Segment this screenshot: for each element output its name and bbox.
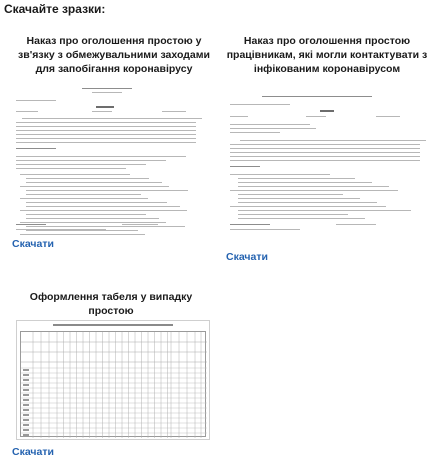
text-line bbox=[230, 229, 300, 230]
text-line bbox=[16, 122, 196, 123]
document-preview-image[interactable] bbox=[12, 84, 202, 236]
text-line bbox=[26, 194, 141, 195]
text-line bbox=[238, 182, 372, 183]
text-line bbox=[26, 214, 146, 215]
text-line bbox=[26, 178, 149, 179]
text-line bbox=[20, 198, 148, 199]
text-line bbox=[230, 152, 420, 153]
download-link[interactable]: Скачати bbox=[12, 446, 54, 458]
text-line bbox=[230, 148, 420, 149]
document-preview-image[interactable] bbox=[226, 92, 426, 242]
doc-title-mark bbox=[96, 106, 114, 108]
text-line bbox=[238, 186, 389, 187]
text-line bbox=[306, 116, 326, 117]
text-line bbox=[162, 111, 186, 112]
text-line bbox=[230, 206, 386, 207]
text-line bbox=[16, 126, 196, 127]
text-line bbox=[16, 148, 56, 149]
text-line bbox=[20, 234, 145, 235]
text-line bbox=[230, 144, 420, 145]
text-line bbox=[16, 130, 196, 131]
text-line bbox=[240, 140, 426, 141]
text-line bbox=[230, 116, 248, 117]
download-link[interactable]: Скачати bbox=[226, 251, 268, 263]
text-line bbox=[122, 224, 158, 225]
text-line bbox=[238, 210, 411, 211]
timesheet-grid-lines bbox=[21, 332, 207, 438]
text-line bbox=[230, 104, 290, 105]
text-line bbox=[238, 202, 377, 203]
timesheet-title-mark bbox=[53, 324, 173, 326]
text-line bbox=[336, 224, 376, 225]
card-title: Наказ про оголошення простою у зв'язку з обмежувальними заходами для запобігання коронавірусу bbox=[18, 35, 210, 75]
text-line bbox=[230, 156, 420, 157]
text-line bbox=[238, 218, 365, 219]
text-line bbox=[26, 230, 138, 231]
text-line bbox=[230, 166, 260, 167]
card-title: Наказ про оголошення простою працівникам, які могли контактувати з інфікованим коронавірусом bbox=[226, 35, 428, 75]
text-line bbox=[20, 222, 166, 223]
text-line bbox=[20, 210, 187, 211]
text-line bbox=[238, 194, 343, 195]
text-line bbox=[230, 174, 330, 175]
card-title: Оформлення табеля у випадку простою bbox=[29, 291, 193, 317]
text-line bbox=[26, 218, 159, 219]
text-line bbox=[230, 128, 316, 129]
text-line bbox=[92, 92, 122, 93]
text-line bbox=[16, 111, 38, 112]
text-line bbox=[26, 202, 167, 203]
text-line bbox=[26, 226, 185, 227]
text-line bbox=[16, 168, 126, 169]
text-line bbox=[16, 134, 196, 135]
text-line bbox=[16, 156, 186, 157]
text-line bbox=[20, 186, 169, 187]
timesheet-grid bbox=[20, 331, 206, 437]
text-line bbox=[26, 206, 180, 207]
text-line bbox=[230, 160, 420, 161]
timesheet-preview-image[interactable] bbox=[16, 320, 210, 440]
text-line bbox=[238, 178, 355, 179]
download-link[interactable]: Скачати bbox=[12, 238, 54, 250]
text-line bbox=[230, 124, 310, 125]
text-line bbox=[26, 190, 188, 191]
text-line bbox=[16, 100, 56, 101]
text-line bbox=[230, 224, 270, 225]
text-line bbox=[262, 96, 372, 97]
text-line bbox=[92, 111, 112, 112]
downloads-heading: Скачайте зразки: bbox=[4, 2, 106, 16]
text-line bbox=[16, 229, 106, 230]
text-line bbox=[16, 138, 196, 139]
text-line bbox=[20, 174, 130, 175]
text-line bbox=[26, 182, 162, 183]
text-line bbox=[238, 214, 348, 215]
text-line bbox=[16, 142, 196, 143]
text-line bbox=[238, 198, 360, 199]
text-line bbox=[16, 224, 46, 225]
doc-title-mark bbox=[320, 110, 334, 112]
text-line bbox=[22, 118, 202, 119]
text-line bbox=[16, 164, 146, 165]
text-line bbox=[16, 160, 166, 161]
text-line bbox=[230, 132, 280, 133]
text-line bbox=[230, 190, 398, 191]
text-line bbox=[82, 88, 132, 89]
text-line bbox=[376, 116, 400, 117]
